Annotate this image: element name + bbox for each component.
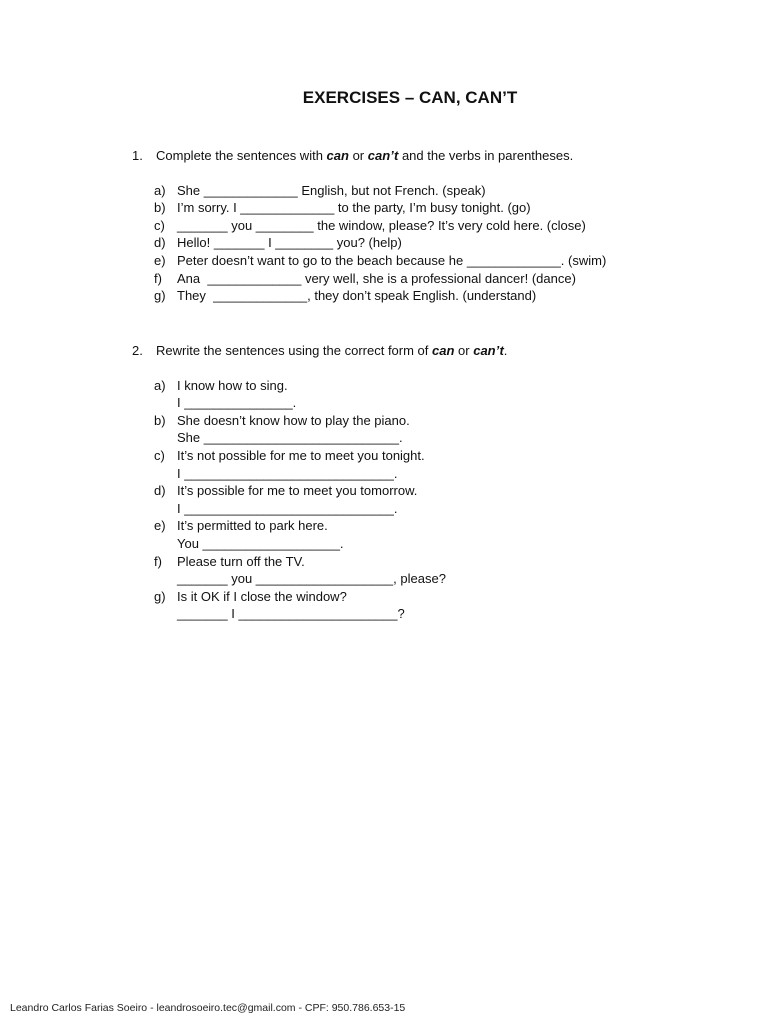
question-2	[132, 342, 507, 623]
instruction-text	[156, 342, 507, 360]
item-letter: c)	[154, 447, 165, 463]
instruction-part: or	[348, 148, 368, 163]
item-sentence: They _____________, they don’t speak English. (understand)	[177, 288, 537, 304]
answer-line: You ___________________.	[177, 535, 344, 551]
list-item	[132, 199, 606, 217]
instruction-part: .	[503, 343, 508, 358]
item-letter: b)	[154, 412, 166, 428]
item-sentence: I’m sorry. I _____________ to the party, I’m busy tonight. (go)	[177, 200, 531, 216]
list-item	[132, 252, 606, 270]
page-title: EXERCISES – CAN, CAN’T	[302, 88, 518, 107]
list-item	[132, 287, 606, 305]
item-sentence: It’s not possible for me to meet you tonight.	[177, 447, 425, 463]
list-item	[132, 553, 507, 588]
keyword-cant: can’t	[473, 343, 504, 358]
item-sentence: It’s permitted to park here.	[177, 518, 328, 534]
list-item	[132, 377, 507, 412]
footer-author-info: Leandro Carlos Farias Soeiro - leandrosoeiro.tec@gmail.com - CPF: 950.786.653-15	[10, 1002, 406, 1014]
question-1	[132, 147, 606, 305]
answer-line: _______ you ___________________, please?	[177, 571, 446, 587]
item-letter: f)	[154, 270, 162, 286]
item-sentence: Ana _____________ very well, she is a professional dancer! (dance)	[177, 270, 576, 286]
list-item	[132, 517, 507, 552]
list-item	[132, 270, 606, 288]
instruction-text	[156, 147, 573, 165]
item-letter: b)	[154, 200, 166, 216]
answer-line: I _____________________________.	[177, 465, 398, 481]
item-sentence: It’s possible for me to meet you tomorrow.	[177, 483, 418, 499]
answer-line: I _______________.	[177, 395, 297, 411]
keyword-can: can	[326, 148, 349, 163]
item-sentence: She doesn’t know how to play the piano.	[177, 412, 410, 428]
item-letter: a)	[154, 182, 166, 198]
item-letter: e)	[154, 252, 166, 268]
item-letter: c)	[154, 217, 165, 233]
instruction-part: or	[454, 343, 474, 358]
list-item	[132, 588, 507, 623]
list-item	[132, 447, 507, 482]
question-2-instruction	[132, 342, 507, 360]
answer-line: She ___________________________.	[177, 430, 403, 446]
instruction-part: Complete the sentences with	[156, 148, 327, 163]
question-number: 1.	[132, 148, 143, 163]
item-letter: a)	[154, 377, 166, 393]
item-letter: e)	[154, 518, 166, 534]
item-sentence: Is it OK if I close the window?	[177, 588, 347, 604]
question-1-instruction	[132, 147, 606, 165]
answer-line: I _____________________________.	[177, 500, 398, 516]
list-item	[132, 217, 606, 235]
keyword-cant: can’t	[367, 148, 399, 163]
question-2-items	[132, 377, 507, 623]
item-letter: g)	[154, 588, 166, 604]
item-sentence: _______ you ________ the window, please? It’s very cold here. (close)	[177, 217, 586, 233]
item-letter: f)	[154, 553, 162, 569]
list-item	[132, 182, 606, 200]
item-letter: g)	[154, 288, 166, 304]
item-sentence: Hello! _______ I ________ you? (help)	[177, 235, 402, 251]
instruction-part: Rewrite the sentences using the correct form of	[156, 343, 433, 358]
list-item	[132, 234, 606, 252]
item-letter: d)	[154, 483, 166, 499]
item-sentence: She _____________ English, but not French. (speak)	[177, 182, 486, 198]
answer-line: _______ I ______________________?	[177, 606, 405, 622]
list-item	[132, 482, 507, 517]
item-sentence: Please turn off the TV.	[177, 553, 305, 569]
instruction-part: and the verbs in parentheses.	[398, 148, 574, 163]
question-1-items	[132, 182, 606, 305]
question-number: 2.	[132, 343, 143, 358]
item-sentence: I know how to sing.	[177, 377, 288, 393]
item-sentence: Peter doesn’t want to go to the beach because he _____________. (swim)	[177, 252, 607, 268]
keyword-can: can	[432, 343, 455, 358]
list-item	[132, 412, 507, 447]
item-letter: d)	[154, 235, 166, 251]
